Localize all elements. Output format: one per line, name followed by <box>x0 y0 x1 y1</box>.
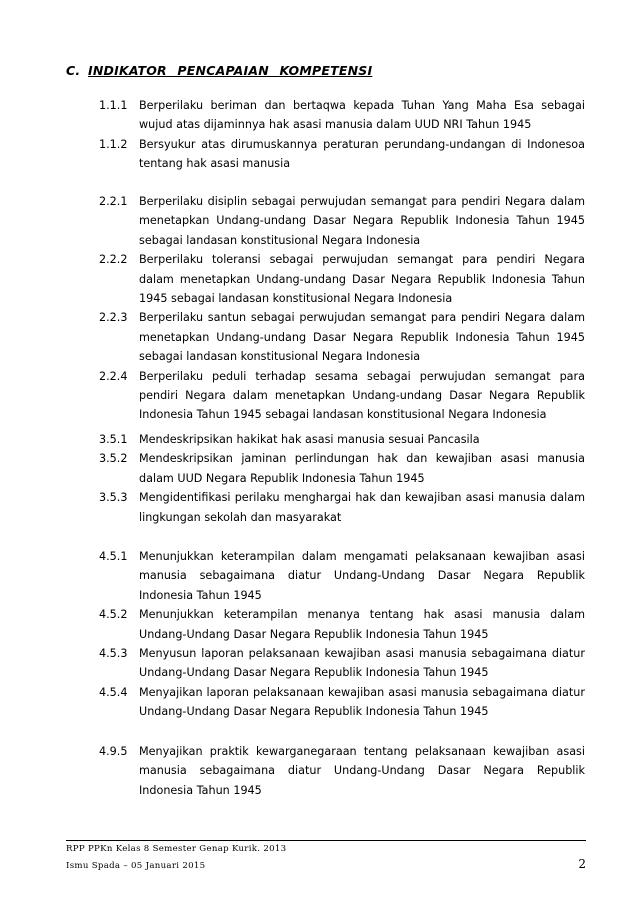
indicator-number: 4.9.5 <box>99 745 128 758</box>
indicator-text: Menunjukkan keterampilan dalam mengamati pelaksanaan kewajiban asasi manusia sebagaimana diatur Undang-Undang Dasar Negara Republik Indonesia Tahun 1945 <box>139 550 585 602</box>
footer-document-info: RPP PPKn Kelas 8 Semester Genap Kurik. 2013 <box>66 844 287 854</box>
section-letter: C. <box>66 63 81 78</box>
indicator-text: Menyusun laporan pelaksanaan kewajiban asasi manusia sebagaimana diatur Undang-Undang Dasar Negara Republik Indonesia Tahun 1945 <box>139 647 585 680</box>
indicator-item <box>99 644 585 683</box>
indicator-number: 1.1.2 <box>99 137 128 151</box>
section-heading <box>66 63 372 78</box>
indicator-group-2 <box>99 192 585 425</box>
indicator-item <box>99 449 585 488</box>
indicator-item <box>99 742 585 800</box>
indicator-text: Berperilaku toleransi sebagai perwujudan semangat para pendiri Negara dalam menetapkan Undang-undang Dasar Negara Republik Indonesia Tahun 1945 sebagai landasan konstitusional Negara Indonesia <box>139 253 585 306</box>
footer-divider <box>66 840 586 841</box>
indicator-item <box>99 605 585 644</box>
indicator-text: Mendeskripsikan jaminan perlindungan hak dan kewajiban asasi manusia dalam UUD Negara Republik Indonesia Tahun 1945 <box>139 452 585 485</box>
indicator-text: Mengidentifikasi perilaku menghargai hak dan kewajiban asasi manusia dalam lingkungan sekolah dan masyarakat <box>139 491 585 524</box>
indicator-text: Mendeskripsikan hakikat hak asasi manusia sesuai Pancasila <box>139 433 480 446</box>
indicator-group-5 <box>99 742 585 800</box>
indicator-number: 4.5.3 <box>99 647 128 661</box>
indicator-text: Menunjukkan keterampilan menanya tentang hak asasi manusia dalam Undang-Undang Dasar Negara Republik Indonesia Tahun 1945 <box>139 608 585 641</box>
page-number: 2 <box>578 857 586 871</box>
footer-author-date: Ismu Spada – 05 Januari 2015 <box>66 861 206 871</box>
indicator-number: 3.5.2 <box>99 452 128 466</box>
indicator-item <box>99 683 585 722</box>
indicator-number: 2.2.3 <box>99 311 128 325</box>
section-title: INDIKATOR PENCAPAIAN KOMPETENSI <box>88 63 373 78</box>
indicator-number: 1.1.1 <box>99 99 128 112</box>
indicator-item <box>99 547 585 605</box>
indicator-item <box>99 430 585 449</box>
indicator-number: 2.2.4 <box>99 369 128 383</box>
indicator-group-1 <box>99 96 585 174</box>
indicator-item <box>99 192 585 250</box>
indicator-item <box>99 308 585 366</box>
indicator-number: 2.2.2 <box>99 253 128 267</box>
indicator-text: Menyajikan praktik kewarganegaraan tentang pelaksanaan kewajiban asasi manusia sebagaimana diatur Undang-Undang Dasar Negara Republik Indonesia Tahun 1945 <box>139 745 585 797</box>
indicator-item <box>99 96 585 135</box>
indicator-number: 3.5.3 <box>99 491 128 505</box>
indicator-item <box>99 250 585 308</box>
indicator-item <box>99 367 585 425</box>
indicator-number: 3.5.1 <box>99 433 128 446</box>
indicator-group-4 <box>99 547 585 722</box>
indicator-number: 2.2.1 <box>99 195 128 208</box>
indicator-number: 4.5.1 <box>99 550 128 563</box>
indicator-item <box>99 135 585 174</box>
indicator-group-3 <box>99 430 585 527</box>
indicator-text: Berperilaku beriman dan bertaqwa kepada Tuhan Yang Maha Esa sebagai wujud atas dijaminnya hak asasi manusia dalam UUD NRI Tahun 1945 <box>139 99 585 132</box>
indicator-text: Menyajikan laporan pelaksanaan kewajiban asasi manusia sebagaimana diatur Undang-Undang Dasar Negara Republik Indonesia Tahun 1945 <box>139 685 585 719</box>
indicator-text: Berperilaku santun sebagai perwujudan semangat para pendiri Negara dalam menetapkan Undang-undang Dasar Negara Republik Indonesia Tahun 1945 sebagai landasan konstitusional Negara Indonesia <box>139 311 585 364</box>
indicator-text: Bersyukur atas dirumuskannya peraturan perundang-undangan di Indonesoa tentang hak asasi manusia <box>139 137 585 171</box>
indicator-text: Berperilaku peduli terhadap sesama sebagai perwujudan semangat para pendiri Negara dalam menetapkan Undang-undang Dasar Negara Republik Indonesia Tahun 1945 sebagai landasan konstitusional Negara Indonesia <box>139 369 585 422</box>
indicator-text: Berperilaku disiplin sebagai perwujudan semangat para pendiri Negara dalam menetapkan Undang-undang Dasar Negara Republik Indonesia Tahun 1945 sebagai landasan konstitusional Negara Indonesia <box>139 195 585 247</box>
indicator-number: 4.5.2 <box>99 608 128 622</box>
indicator-item <box>99 488 585 527</box>
indicator-number: 4.5.4 <box>99 685 128 699</box>
